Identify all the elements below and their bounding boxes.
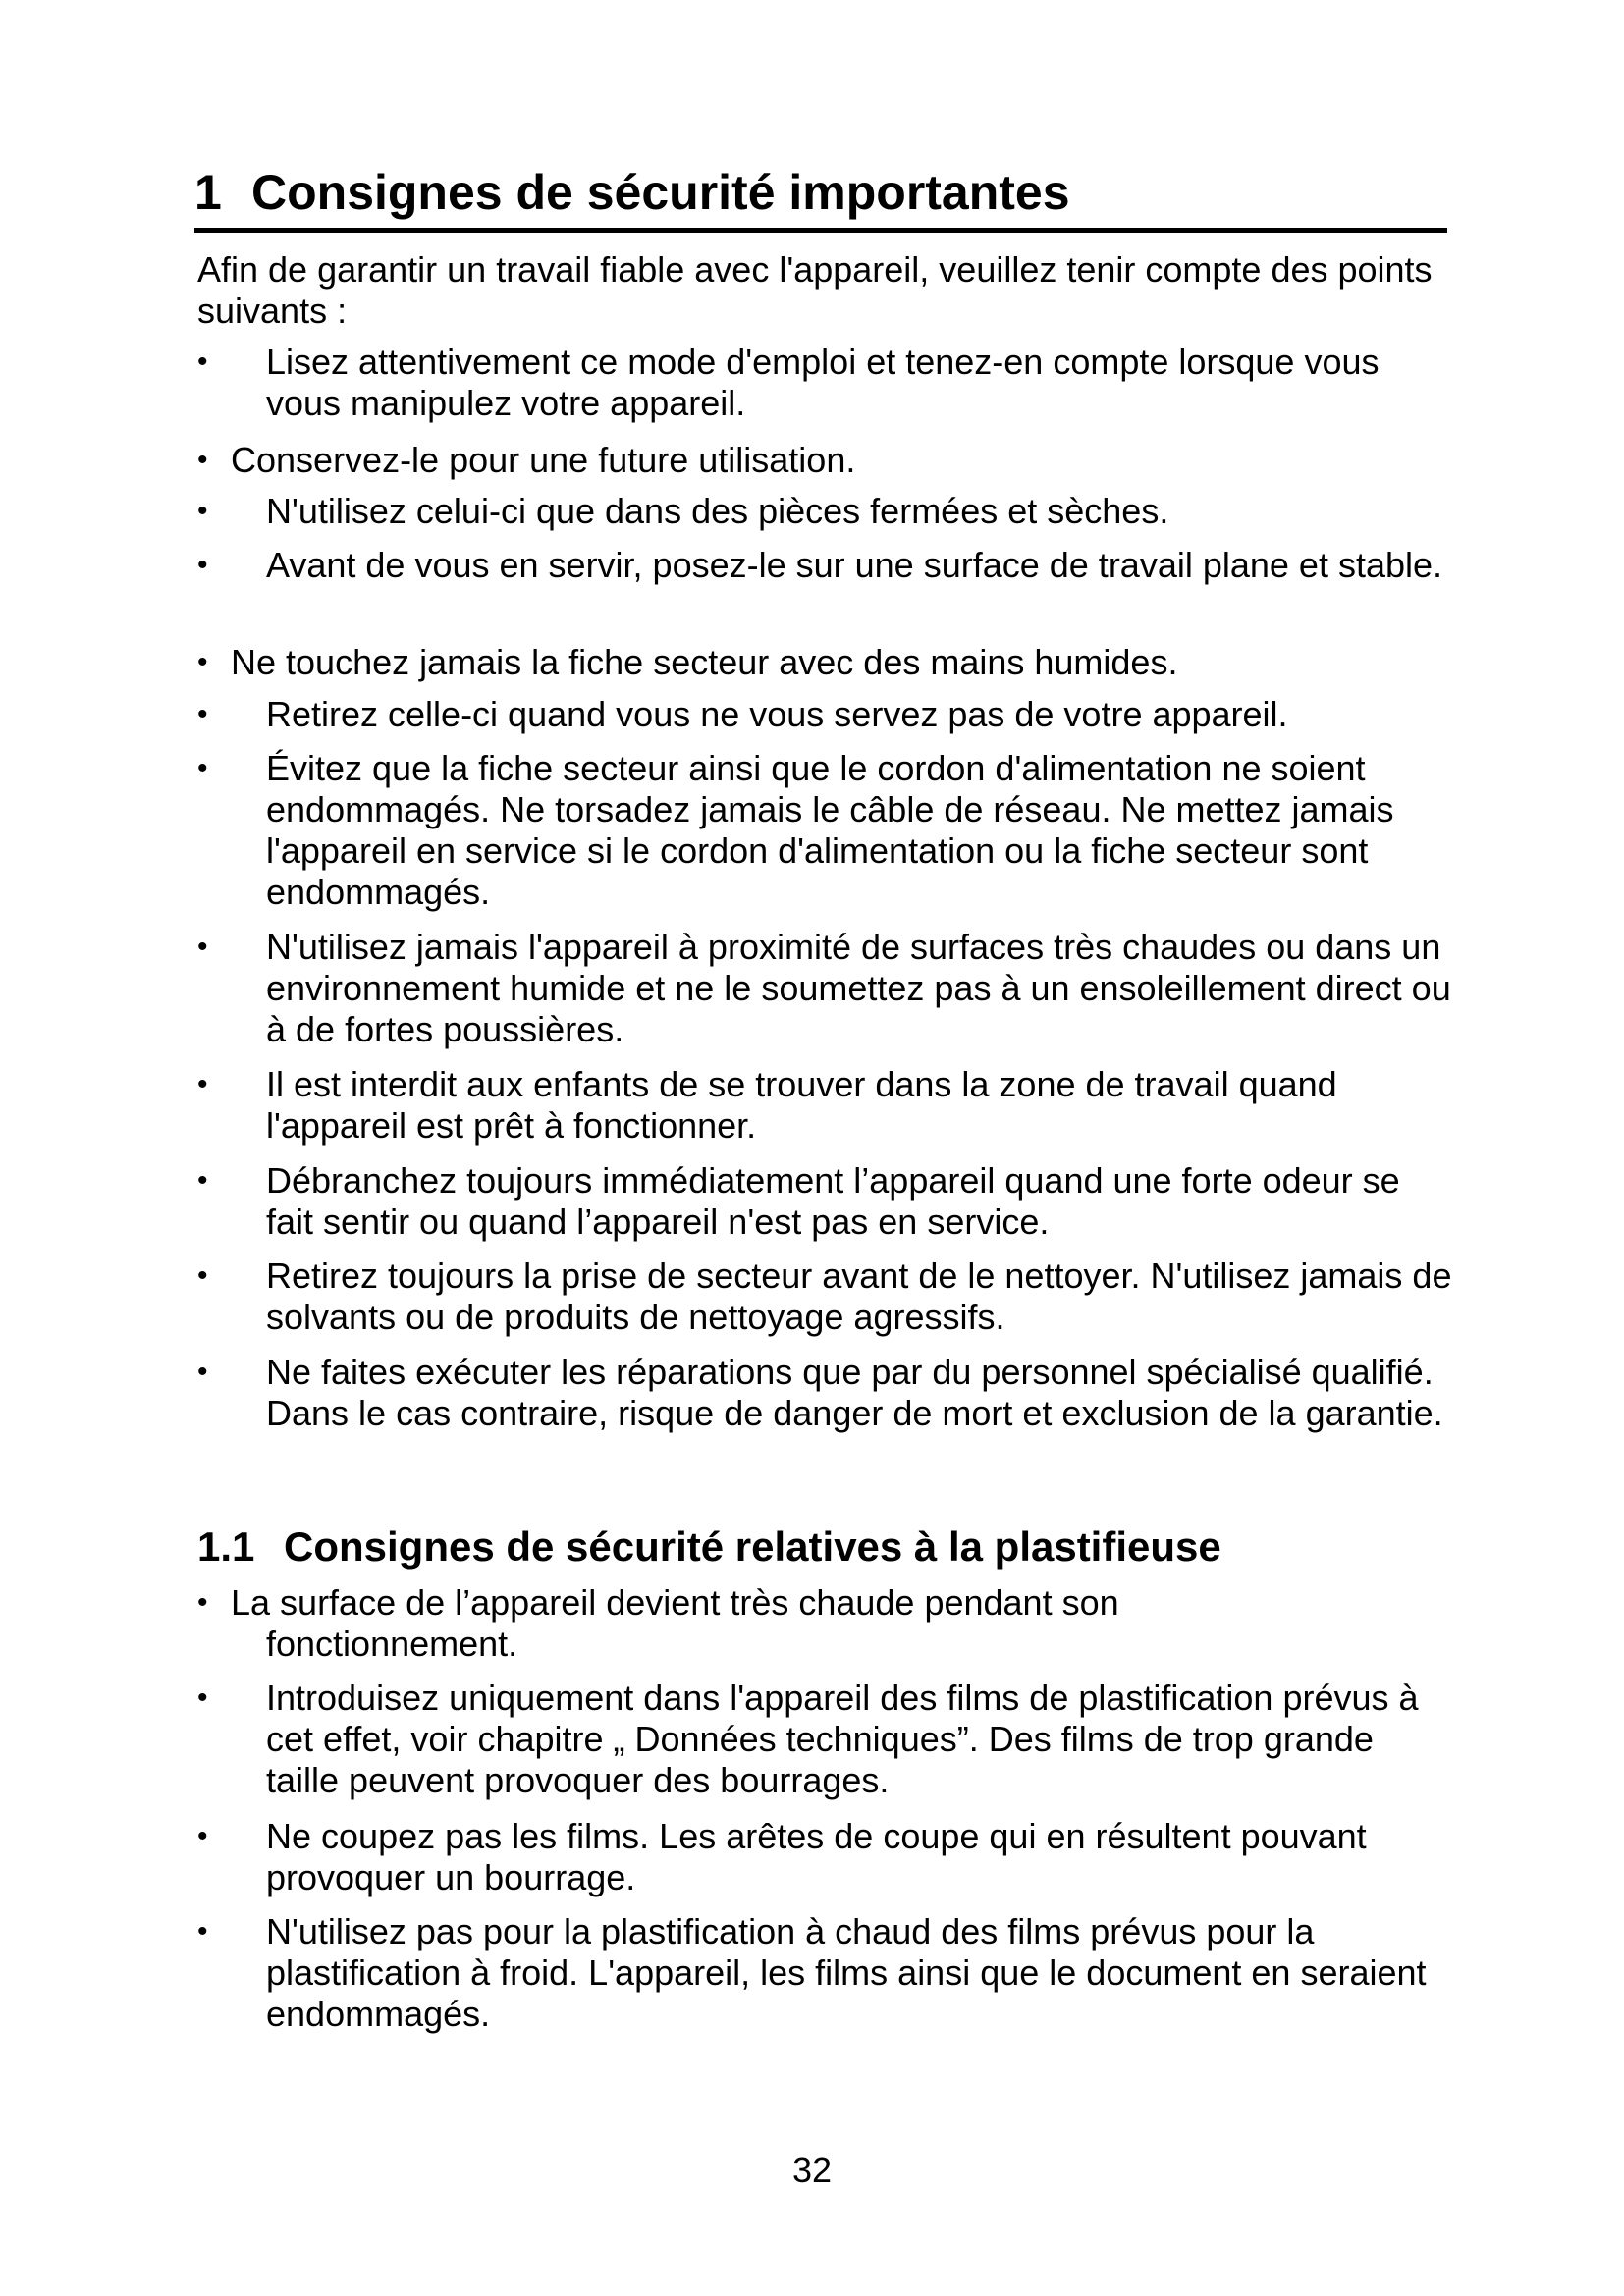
- list-item: [197, 440, 1454, 481]
- list-item-text: [231, 1582, 1454, 1665]
- bullet-icon: •: [197, 1259, 208, 1292]
- list-item: [197, 748, 1454, 913]
- list-item: [197, 1255, 1454, 1338]
- list-item-text: Débranchez toujours immédiatement l’appareil quand une forte odeur se fait sentir ou quand l’appareil n'est pas en service.: [266, 1160, 1400, 1242]
- list-item-text: Avant de vous en servir, posez-le sur une surface de travail plane et stable.: [266, 545, 1443, 585]
- list-item-text: Ne touchez jamais la fiche secteur avec des mains humides.: [231, 642, 1178, 682]
- list-item-text-continuation: fonctionnement.: [266, 1624, 518, 1664]
- bullet-icon: •: [197, 1682, 208, 1714]
- list-item-text-first-line: La surface de l’appareil devient très chaude pendant son: [231, 1582, 1119, 1623]
- subsection-number: 1.1: [197, 1523, 255, 1570]
- bullet-icon: •: [197, 346, 208, 378]
- list-item: [197, 927, 1454, 1050]
- list-item: [197, 491, 1454, 532]
- list-item: [197, 1160, 1454, 1243]
- list-item: [197, 1816, 1454, 1898]
- bullet-icon: •: [197, 549, 208, 581]
- bullet-icon: •: [197, 1586, 208, 1619]
- subsection-heading: [197, 1522, 1221, 1572]
- list-item: [197, 1064, 1454, 1147]
- section-number: 1: [194, 165, 222, 220]
- bullet-icon: •: [197, 1164, 208, 1197]
- list-item-text: Introduisez uniquement dans l'appareil des films de plastification prévus à cet effet, voir chapitre „ Données techniques”. Des films de trop grande taille peuvent provoquer des bourrages.: [266, 1678, 1419, 1800]
- list-item: [197, 1911, 1454, 2035]
- list-item: [197, 1352, 1454, 1434]
- subsection-title: Consignes de sécurité relatives à la plastifieuse: [284, 1523, 1221, 1570]
- bullet-icon: •: [197, 931, 208, 963]
- bullet-icon: •: [197, 646, 208, 678]
- bullet-icon: •: [197, 495, 208, 527]
- list-item-text: Retirez celle-ci quand vous ne vous servez pas de votre appareil.: [266, 694, 1288, 734]
- list-item: [197, 1582, 1454, 1665]
- bullet-icon: •: [197, 1356, 208, 1388]
- list-item: [197, 342, 1454, 424]
- list-item-text: Il est interdit aux enfants de se trouver dans la zone de travail quand l'appareil est prêt à fonctionner.: [266, 1064, 1337, 1146]
- list-item: [197, 642, 1454, 683]
- list-item: [197, 694, 1454, 735]
- section-title: Consignes de sécurité importantes: [251, 165, 1070, 220]
- list-item-text: Ne faites exécuter les réparations que par du personnel spécialisé qualifié. Dans le cas contraire, risque de danger de mort et exclusion de la garantie.: [266, 1352, 1443, 1433]
- list-item-text: Évitez que la fiche secteur ainsi que le cordon d'alimentation ne soient endommagés. Ne torsadez jamais le câble de réseau. Ne mettez jamais l'appareil en service si le cordon d'alimentation ou la fiche secteur sont endommagés.: [266, 748, 1394, 912]
- bullet-icon: •: [197, 1068, 208, 1100]
- bullet-icon: •: [197, 752, 208, 784]
- list-item: [197, 1678, 1454, 1801]
- list-item-text: Conservez-le pour une future utilisation.: [231, 440, 856, 480]
- list-item: [197, 545, 1454, 586]
- list-item-text: Retirez toujours la prise de secteur avant de le nettoyer. N'utilisez jamais de solvants ou de produits de nettoyage agressifs.: [266, 1255, 1452, 1337]
- list-item-text: N'utilisez pas pour la plastification à chaud des films prévus pour la plastification à froid. L'appareil, les films ainsi que le document en seraient endommagés.: [266, 1911, 1427, 2034]
- bullet-icon: •: [197, 698, 208, 730]
- bullet-icon: •: [197, 1915, 208, 1948]
- section-heading: [194, 165, 1447, 233]
- page-number: 32: [791, 2150, 833, 2190]
- bullet-icon: •: [197, 444, 208, 476]
- list-item-text: Lisez attentivement ce mode d'emploi et tenez-en compte lorsque vous vous manipulez votre appareil.: [266, 342, 1380, 423]
- list-item-text: N'utilisez jamais l'appareil à proximité de surfaces très chaudes ou dans un environnement humide et ne le soumettez pas à un ensoleillement direct ou à de fortes poussières.: [266, 927, 1451, 1049]
- list-item-text: Ne coupez pas les films. Les arêtes de coupe qui en résultent pouvant provoquer un bourrage.: [266, 1816, 1367, 1897]
- bullet-icon: •: [197, 1820, 208, 1852]
- intro-paragraph: Afin de garantir un travail fiable avec l'appareil, veuillez tenir compte des points suivants :: [197, 249, 1433, 331]
- list-item-text: N'utilisez celui-ci que dans des pièces fermées et sèches.: [266, 491, 1169, 531]
